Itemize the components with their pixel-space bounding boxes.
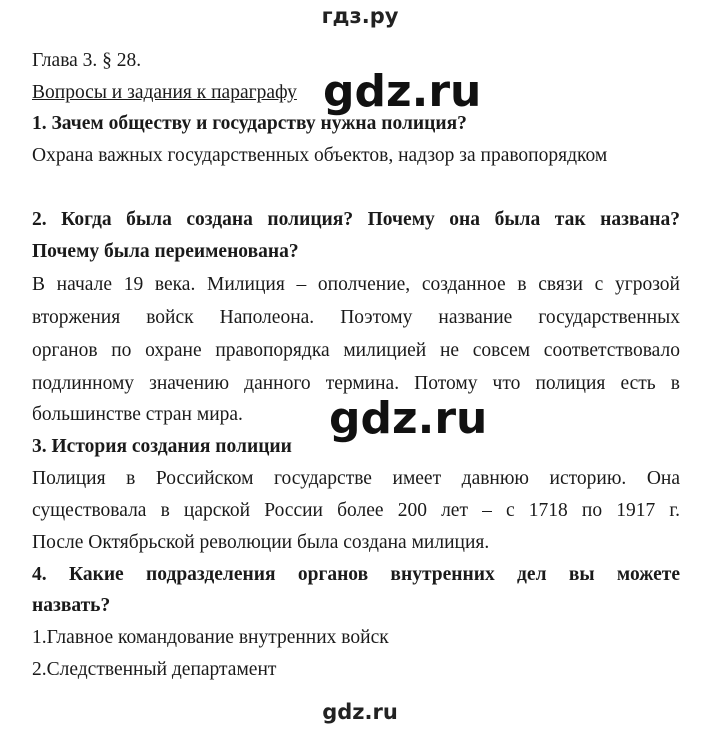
answer-2-line-4: подлинному значению данного термина. Потому что полиция есть в [32, 373, 680, 394]
site-header-logo: гдз.ру [321, 4, 399, 28]
watermark-top: gdz.ru [323, 66, 482, 117]
answer-1: Охрана важных государственных объектов, надзор за правопорядком [32, 145, 608, 166]
watermark-middle: gdz.ru [329, 393, 488, 444]
question-1: 1. Зачем обществу и государству нужна полиция? [32, 113, 467, 134]
question-4-line-2: назвать? [32, 595, 111, 616]
answer-2-line-1: В начале 19 века. Милиция – ополчение, созданное в связи с угрозой [32, 274, 680, 295]
answer-3-line-1: Полиция в Российском государстве имеет давнюю историю. Она [32, 468, 680, 489]
site-footer-logo: gdz.ru [322, 700, 398, 724]
chapter-label: Глава 3. § 28. [32, 50, 142, 71]
answer-2-line-2: вторжения войск Наполеона. Поэтому название государственных [32, 307, 680, 328]
answer-3-line-2: существовала в царской России более 200 лет – с 1718 по 1917 г. [32, 500, 680, 521]
question-3: 3. История создания полиции [32, 436, 292, 457]
question-2-line-1: 2. Когда была создана полиция? Почему она была так названа? [32, 209, 680, 230]
section-title: Вопросы и задания к параграфу [32, 82, 297, 103]
answer-2-line-5: большинстве стран мира. [32, 404, 243, 425]
answer-4-item-2: 2.Следственный департамент [32, 659, 277, 680]
answer-2-line-3: органов по охране правопорядка милицией не совсем соответствовало [32, 340, 680, 361]
question-4-line-1: 4. Какие подразделения органов внутренних дел вы можете [32, 564, 680, 585]
answer-3-line-3: После Октябрьской революции была создана милиция. [32, 532, 490, 553]
question-2-line-2: Почему была переименована? [32, 241, 299, 262]
answer-4-item-1: 1.Главное командование внутренних войск [32, 627, 389, 648]
